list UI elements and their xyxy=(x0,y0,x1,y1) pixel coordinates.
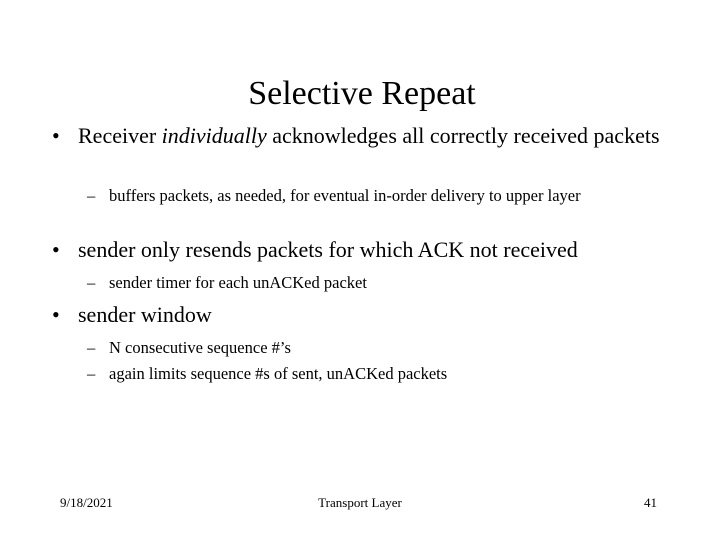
bullet-sender-resends xyxy=(52,236,672,264)
bullet-text: Receiver individually acknowledges all correctly received packets xyxy=(78,123,660,148)
bullet-text: sender window xyxy=(78,302,212,327)
subbullet-text: sender timer for each unACKed packet xyxy=(109,273,367,292)
dash-icon: – xyxy=(87,273,96,292)
emphasis-individually: individually xyxy=(161,123,267,148)
bullet-sender-window xyxy=(52,301,672,329)
bullet-receiver-acks xyxy=(52,122,672,150)
subbullet-sender-timer xyxy=(87,271,647,294)
subbullet-text: N consecutive sequence #’s xyxy=(109,338,291,357)
subbullet-text: again limits sequence #s of sent, unACKed packets xyxy=(109,364,448,383)
dash-icon: – xyxy=(87,186,96,205)
bullet-icon: • xyxy=(52,123,60,148)
footer-page-number: 41 xyxy=(644,495,657,510)
subbullet-text: buffers packets, as needed, for eventual in-order delivery to upper layer xyxy=(109,186,581,205)
bullet-icon: • xyxy=(52,237,60,262)
footer-title: Transport Layer xyxy=(318,495,402,510)
footer-date: 9/18/2021 xyxy=(60,495,113,510)
bullet-text: sender only resends packets for which ACK not received xyxy=(78,237,578,262)
subbullet-consecutive-seq xyxy=(87,336,647,359)
slide-title: Selective Repeat xyxy=(248,75,476,112)
dash-icon: – xyxy=(87,338,96,357)
bullet-icon: • xyxy=(52,302,60,327)
subbullet-buffers-packets xyxy=(87,184,647,207)
subbullet-limits-seq xyxy=(87,362,647,385)
dash-icon: – xyxy=(87,364,96,383)
